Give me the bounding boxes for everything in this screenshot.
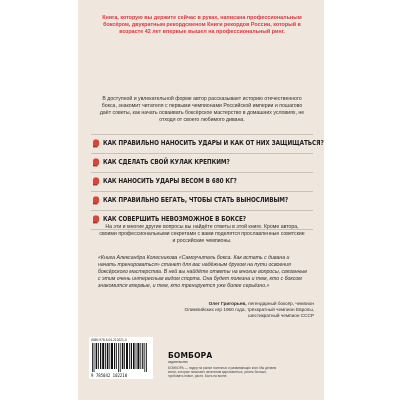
testimonial-quote: «Книга Александра Колесникова «Самоучитель бокса. Как встать с дивана и начать тренироваться» станет для вас надёжным другом на пути освоения боксёрского мастерства. В ней вы найдёте ответы на многие вопросы, связанные с этим очень интересным видом спорта. Она будет полезна и тем, кто с боксом знакомится впервые, и тем, кто тренируется уже более серьёзно.»: [98, 255, 308, 290]
question-text: КАК ПРАВИЛЬНО БЕГАТЬ, ЧТОБЫ СТАТЬ ВЫНОСЛИВЫМ?: [103, 196, 289, 204]
question-item: [91, 173, 313, 192]
answer-paragraph: На эти и многие другие вопросы вы найдёте ответы в этой книге. Кроме автора, своими профессиональными секретами с вами поделятся прославленные советские и российские чемпионы.: [99, 224, 305, 245]
publisher-fine-print: БОМБОРА — лидер на рынке полезных и развивающих книг. Мы делаем книги, которые помогают читателям вдохновиться, узнать больше, пробовать новое, расти. Быть на волне.: [168, 366, 277, 379]
attribution-name: Олег Григорьев,: [208, 301, 247, 306]
question-item: [91, 192, 313, 211]
isbn-label: ISBN 978-5-04-210221-0: [91, 338, 127, 342]
publisher-name: БОМБОРА: [168, 351, 213, 360]
boxing-glove-icon: [91, 195, 101, 205]
question-text: КАК ПРАВИЛЬНО НАНОСИТЬ УДАРЫ И КАК ОТ НИХ ЗАЩИЩАТЬСЯ?: [103, 139, 324, 147]
question-text: КАК СОВЕРШИТЬ НЕВОЗМОЖНОЕ В БОКСЕ?: [103, 215, 247, 223]
attribution-line: Олимпийских игр 1960 года, трёхкратный чемпион Европы,: [184, 307, 314, 313]
boxing-glove-icon: [91, 138, 101, 148]
question-text: КАК НАНОСИТЬ УДАРЫ ВЕСОМ В 680 КГ?: [103, 177, 237, 185]
isbn-barcode-block: [89, 337, 153, 379]
barcode: [91, 343, 151, 372]
question-list: [91, 134, 324, 230]
lead-paragraph: Книга, которую вы держите сейчас в руках, написана профессиональным боксёром, двукратным рекордсменом Книги рекордов России, который в возрасте 42 лет впервые вышел на профессиональный ринг.: [102, 15, 302, 36]
publisher-logo: [168, 351, 212, 364]
question-item: [91, 154, 313, 173]
attribution-line: легендарный боксёр, чемпион: [247, 301, 314, 306]
attribution-line: шестикратный чемпион СССР: [248, 313, 314, 319]
boxing-glove-icon: [91, 214, 101, 224]
question-text: КАК СДЕЛАТЬ СВОЙ КУЛАК КРЕПКИМ?: [103, 158, 230, 166]
boxing-glove-icon: [91, 176, 101, 186]
question-item: [91, 134, 324, 154]
publisher-subtitle: издательство: [168, 360, 188, 364]
boxing-glove-icon: [91, 157, 101, 167]
isbn-digits: 9 785042 102210: [91, 373, 128, 378]
intro-paragraph: В доступной и увлекательной форме автор рассказывает историю отечественного бокса, знакомит читателя с первыми чемпионами Российской империи и пошагово даёт советы, как начать осваивать боксёрское мастерство в домашних условиях, не отходя от своего любимого дивана.: [99, 96, 305, 124]
book-back-cover: [78, 0, 324, 400]
quote-attribution: [142, 301, 314, 320]
